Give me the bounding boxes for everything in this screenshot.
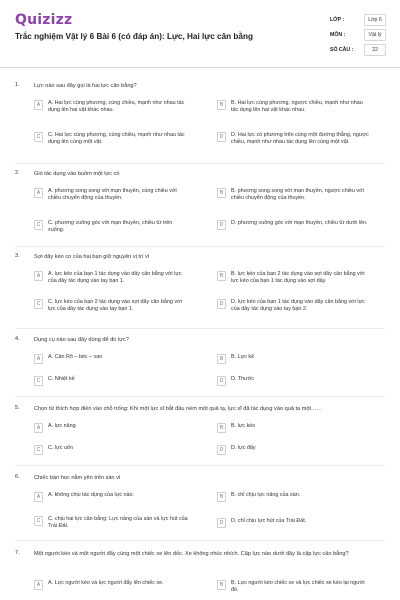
question-number: 2.	[15, 170, 20, 176]
divider	[15, 396, 385, 397]
meta-count-label: SỐ CÂU :	[330, 46, 354, 53]
option-d[interactable]	[217, 220, 371, 230]
option-c[interactable]	[34, 299, 188, 313]
option-a[interactable]	[34, 188, 188, 202]
option-text: D. lực kéo của bạn 1 tác dụng vào dây cân bằng với lực của dây tác dụng vào tay bạn 2.	[231, 299, 365, 313]
option-a[interactable]	[34, 492, 188, 502]
option-text: A. không chịu tác dụng của lực nào.	[48, 492, 135, 498]
option-letter: A	[34, 492, 43, 502]
option-letter: B	[217, 188, 226, 198]
option-letter: B	[217, 423, 226, 433]
option-b[interactable]	[217, 354, 371, 364]
question-number: 7.	[15, 550, 20, 556]
question-number: 6.	[15, 474, 20, 480]
option-text: A. lực kéo của bạn 1 tác dụng vào dây cân bằng với lực của dây tác dụng vào tay bạn 1.	[48, 271, 182, 285]
option-text: B. chỉ chịu lực nâng của sàn.	[231, 492, 301, 498]
option-letter: B	[217, 100, 226, 110]
option-a[interactable]	[34, 354, 188, 364]
question-text: Dụng cụ nào sau đây dùng để đo lực?	[34, 337, 129, 343]
option-b[interactable]	[217, 271, 371, 285]
option-letter: A	[34, 100, 43, 110]
option-text: C. Nhiệt kế	[48, 376, 75, 382]
option-letter: B	[217, 354, 226, 364]
option-d[interactable]	[217, 376, 371, 386]
option-text: C. lực uốn	[48, 445, 73, 451]
option-d[interactable]	[217, 445, 371, 455]
option-letter: D	[217, 220, 226, 230]
option-text: B. lực kéo	[231, 423, 256, 429]
option-letter: B	[217, 492, 226, 502]
option-text: C. phương vuông góc với mạn thuyền, chiều từ trên xuống.	[48, 220, 173, 234]
option-text: C. lực kéo của bạn 2 tác dụng vào sợi dây cân bằng với lực của dây tác dụng vào tay bạn 1.	[48, 299, 182, 313]
option-text: B. lực kéo của bạn 2 tác dụng vào sợi dây cân bằng với lực kéo của bạn 1 tác dụng vào sợi dây.	[231, 271, 365, 285]
question-number: 1.	[15, 82, 20, 88]
question-text: Chiếc bàn học nằm yên trên sàn vì	[34, 475, 121, 481]
option-text: B. phương song song với mạn thuyền, ngược chiều với chiều chuyển động của thuyền.	[231, 188, 364, 202]
option-text: A. Cân Rô – béc – van	[48, 354, 103, 360]
option-letter: D	[217, 518, 226, 528]
option-text: D. Thước	[231, 376, 254, 382]
option-letter: D	[217, 299, 226, 309]
quizizz-logo: Quizizz	[15, 12, 73, 28]
option-letter: A	[34, 271, 43, 281]
question-text: Một người kéo và một người đẩy cùng một chiếc xe lên dốc. Xe không nhúc nhích. Cặp lực nào dưới đây là cặp lực cân bằng?	[34, 551, 349, 557]
divider	[15, 328, 385, 329]
option-d[interactable]	[217, 518, 371, 528]
option-c[interactable]	[34, 220, 188, 234]
meta-class-value: Lớp 6	[364, 14, 386, 26]
option-letter: C	[34, 376, 43, 386]
divider	[15, 540, 385, 541]
question-text: Lực nào sau đây gọi là hai lực cân bằng?	[34, 83, 137, 89]
option-text: B. Hai lực cùng phương, ngược chiều, mạnh như nhau tác dụng lên hai vật khác nhau.	[231, 100, 363, 114]
option-text: D. lực đẩy	[231, 445, 256, 451]
divider	[15, 465, 385, 466]
option-a[interactable]	[34, 100, 188, 114]
option-letter: D	[217, 376, 226, 386]
option-letter: C	[34, 445, 43, 455]
page-header	[0, 0, 400, 68]
option-c[interactable]	[34, 376, 188, 386]
option-letter: D	[217, 132, 226, 142]
option-text: A. Hai lực cùng phương, cùng chiều, mạnh như nhau tác dụng lên hai vật khác nhau.	[48, 100, 185, 114]
option-letter: A	[34, 580, 43, 590]
meta-count-value: 22	[364, 44, 386, 56]
option-text: C. Hai lực cùng phương, cùng chiều, mạnh như nhau tác dụng lên cùng một vật.	[48, 132, 185, 146]
meta-panel	[330, 12, 390, 57]
question-text: Chọn từ thích hợp điền vào chỗ trống: Khi một lực sĩ bắt đầu ném một quả tạ, lực sĩ đã tác dụng vào quả tạ một……	[34, 406, 323, 412]
option-text: B. Lực người kéo chiếc xe và lực chiếc xe kéo lại người đó.	[231, 580, 365, 594]
meta-subject-value: Vật lý	[364, 29, 386, 41]
option-text: A. phương song song với mạn thuyền, cùng chiều với chiều chuyển động của thuyền.	[48, 188, 177, 202]
option-b[interactable]	[217, 100, 371, 114]
question-number: 4.	[15, 336, 20, 342]
option-text: B. Lực kế	[231, 354, 255, 360]
option-b[interactable]	[217, 423, 371, 433]
option-d[interactable]	[217, 132, 371, 146]
option-b[interactable]	[217, 188, 371, 202]
option-c[interactable]	[34, 516, 188, 530]
question-text: Gió tác dụng vào buồm một lực có	[34, 171, 120, 177]
option-letter: A	[34, 188, 43, 198]
option-d[interactable]	[217, 299, 371, 313]
option-letter: A	[34, 423, 43, 433]
meta-subject	[330, 27, 390, 42]
option-letter: D	[217, 445, 226, 455]
option-letter: C	[34, 516, 43, 526]
option-letter: C	[34, 132, 43, 142]
meta-class-label: LỚP :	[330, 16, 345, 23]
option-text: C. chịu hai lực cân bằng: Lực nâng của sàn và lực hút của Trái Đất.	[48, 516, 188, 530]
option-b[interactable]	[217, 492, 371, 502]
question-text: Sợi dây kéo co của hai bạn giữ nguyên vị trí vì	[34, 254, 150, 260]
question-number: 3.	[15, 253, 20, 259]
meta-class	[330, 12, 390, 27]
option-text: A. Lực người kéo và lực người đẩy lên chiếc xe.	[48, 580, 164, 586]
question-number: 5.	[15, 405, 20, 411]
option-a[interactable]	[34, 423, 188, 433]
divider	[15, 246, 385, 247]
option-text: D. Hai lực có phương trên cùng một đường thẳng, ngược chiều, mạnh như nhau tác dụng lên cùng một vật.	[231, 132, 369, 146]
option-a[interactable]	[34, 271, 188, 285]
page-title: Trắc nghiệm Vật lý 6 Bài 6 (có đáp án): Lực, Hai lực cân bằng	[15, 32, 253, 41]
option-text: A. lực nâng	[48, 423, 76, 429]
option-letter: C	[34, 220, 43, 230]
meta-subject-label: MÔN :	[330, 31, 346, 38]
divider	[15, 163, 385, 164]
option-letter: C	[34, 299, 43, 309]
option-text: D. chỉ chịu lực hút của Trái Đất.	[231, 518, 307, 524]
option-a[interactable]	[34, 580, 188, 590]
option-letter: A	[34, 354, 43, 364]
option-letter: B	[217, 271, 226, 281]
option-c[interactable]	[34, 445, 188, 455]
meta-count	[330, 42, 390, 57]
option-b[interactable]	[217, 580, 371, 594]
option-c[interactable]	[34, 132, 188, 146]
option-letter: B	[217, 580, 226, 590]
option-text: D. phương vuông góc với mạn thuyền, chiều từ dưới lên.	[231, 220, 368, 226]
